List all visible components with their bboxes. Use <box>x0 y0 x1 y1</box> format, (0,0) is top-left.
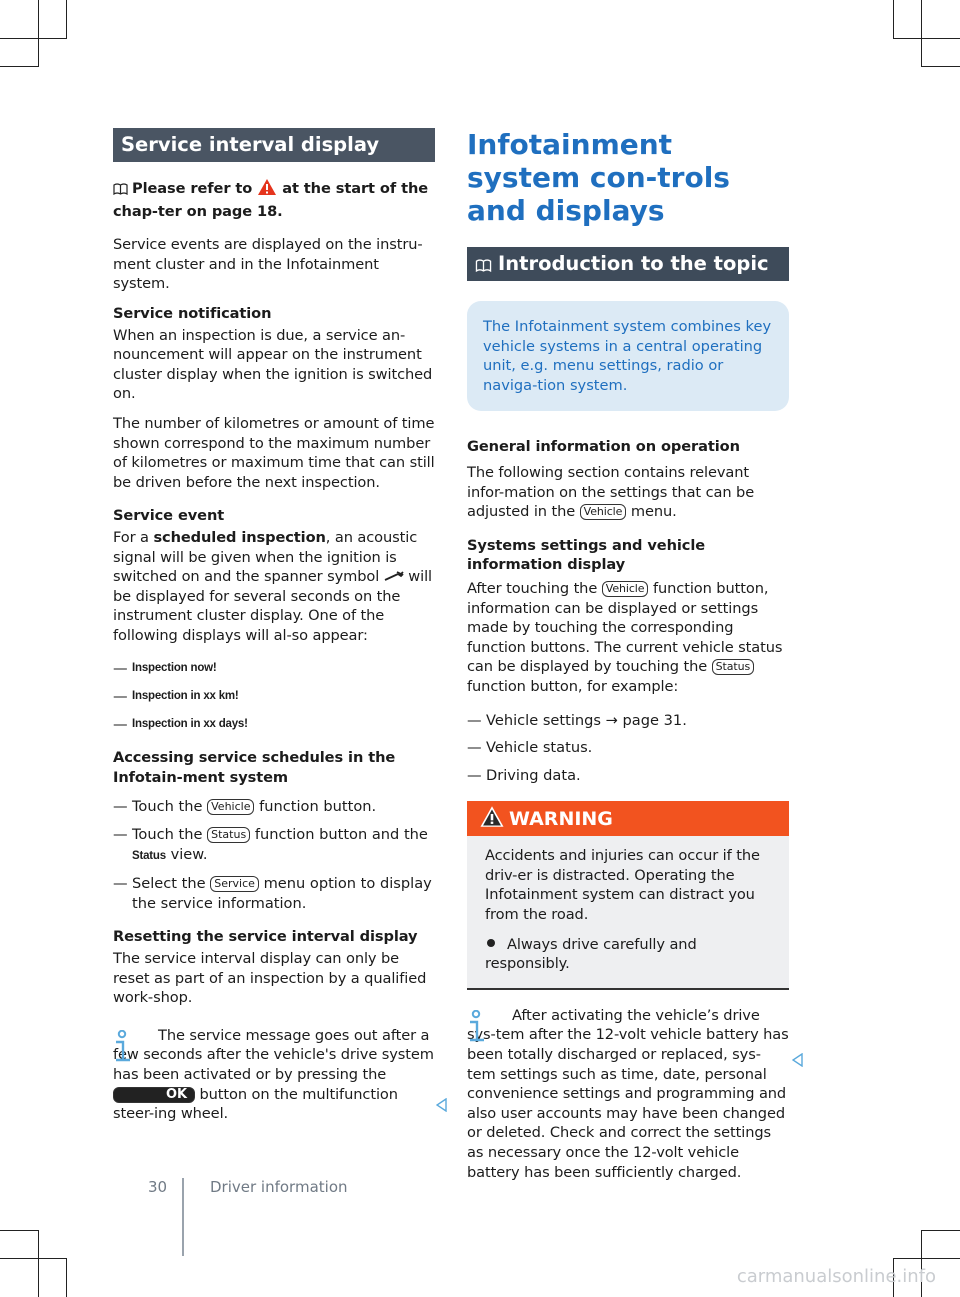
access-heading: Accessing service schedules in the Infotain-ment system <box>113 749 396 786</box>
list-item: — Inspection now! <box>113 660 217 678</box>
event-heading: Service event <box>113 507 225 525</box>
crop-mark <box>922 1230 960 1231</box>
status-button: Status <box>207 827 250 843</box>
service-button: Service <box>210 876 259 892</box>
crop-mark <box>921 0 922 67</box>
crop-mark <box>66 0 67 38</box>
list-item: — Vehicle settings → page 31. <box>467 711 687 729</box>
info-note: The service message goes out after a few seconds after the vehicle's drive system has been activated or by pressing the OK button on the multifunction steer-ing wheel. <box>113 1026 434 1123</box>
general-heading: General information on operation <box>467 438 740 456</box>
warning-header: WARNING <box>467 801 789 836</box>
ok-button: OK <box>113 1087 195 1103</box>
crop-mark <box>893 38 960 39</box>
watermark: carmanualsonline.info <box>736 1266 936 1287</box>
step-item: — Touch the Status function button and the Status view. <box>113 826 428 863</box>
vehicle-button: Vehicle <box>580 504 627 520</box>
chapter-title: Infotainment system con-trols and displays <box>467 128 730 227</box>
section-title: Introduction to the topic <box>467 247 789 281</box>
crop-mark <box>38 1230 39 1297</box>
page-link[interactable]: page 31. <box>622 711 687 729</box>
info-icon <box>113 1030 131 1068</box>
systems-heading: Systems settings and vehicle information display <box>467 536 706 574</box>
notif-paragraph-2: The number of kilometres or amount of time shown correspond to the maximum number of kilometres or maximum time that can still be driven before the next inspection. <box>113 414 435 491</box>
vehicle-button: Vehicle <box>602 581 649 597</box>
intro-text: Service events are displayed on the instru-ment cluster and in the Infotainment system. <box>113 236 423 293</box>
warning-body: Accidents and injuries can occur if the driv-er is distracted. Operating the Infotainment system can distract you from the road. Always drive carefully and responsibly. <box>467 836 789 990</box>
crop-mark <box>893 1258 960 1259</box>
back-arrow-icon <box>792 1053 804 1067</box>
page-number: 30 <box>148 1178 168 1196</box>
section-title: Service interval display <box>113 128 435 162</box>
warning-triangle-icon <box>479 805 505 833</box>
step-item: — Select the Service menu option to display the service information. <box>113 875 432 912</box>
back-arrow-icon <box>436 1098 448 1112</box>
list-item: — Inspection in xx km! <box>113 688 239 706</box>
vehicle-button: Vehicle <box>207 799 254 815</box>
systems-paragraph: After touching the Vehicle function button, information can be displayed or settings made by touching the corresponding function buttons. The current vehicle status can be displayed by touching the Status function button, for example: <box>467 579 783 695</box>
list-item: — Vehicle status. <box>467 739 593 757</box>
info-note: After activating the vehicle’s drive sys-tem after the 12-volt vehicle battery has been totally discharged or replaced, sys-tem settings such as time, date, personal convenience settings and programming and also user accounts may have been changed or deleted. Check and correct the settings as necessary once the 12-volt vehicle battery has been sufficiently charged. <box>467 1006 789 1181</box>
list-item: — Inspection in xx days! <box>113 715 248 733</box>
warning-box <box>467 801 789 990</box>
warning-triangle-icon <box>257 178 277 202</box>
status-button: Status <box>712 659 754 675</box>
crop-mark <box>0 66 38 67</box>
right-column <box>467 128 789 1192</box>
notif-paragraph-1: When an inspection is due, a service an-nouncement will appear on the instrument cluster display when the ignition is switched on. <box>113 326 433 403</box>
arrow-right-icon: → <box>605 711 618 729</box>
list-item: — Driving data. <box>467 766 581 784</box>
crop-mark <box>893 0 894 38</box>
refer-note: Please refer to at the start of the chap-ter on page 18. <box>113 180 429 220</box>
section-name: Driver information <box>210 1178 348 1196</box>
event-paragraph: For a scheduled inspection, an acoustic signal will be given when the ignition is switched on and the spanner symbol will be displayed for several seconds on the instrument cluster display. One of the following displays will al-so appear: <box>113 528 432 644</box>
book-icon <box>475 249 492 283</box>
bullet-icon <box>487 939 495 947</box>
left-column <box>113 128 435 1134</box>
crop-mark <box>0 1230 38 1231</box>
reset-paragraph: The service interval display can only be reset as part of an inspection by a qualified work-shop. <box>113 950 427 1007</box>
crop-mark <box>0 1258 67 1259</box>
footer-divider <box>182 1178 184 1256</box>
general-paragraph: The following section contains relevant infor-mation on the settings that can be adjusted in the Vehicle menu. <box>467 463 755 521</box>
spanner-icon <box>384 567 404 587</box>
intro-box: The Infotainment system combines key vehicle systems in a central operating unit, e.g. menu settings, radio or naviga-tion system. <box>467 301 789 411</box>
reset-heading: Resetting the service interval display <box>113 928 418 946</box>
step-item: — Touch the Vehicle function button. <box>113 798 377 816</box>
crop-mark <box>0 38 67 39</box>
crop-mark <box>922 66 960 67</box>
notif-heading: Service notification <box>113 304 272 322</box>
info-icon <box>467 1010 485 1048</box>
crop-mark <box>38 0 39 67</box>
book-icon <box>113 181 128 201</box>
crop-mark <box>66 1258 67 1297</box>
